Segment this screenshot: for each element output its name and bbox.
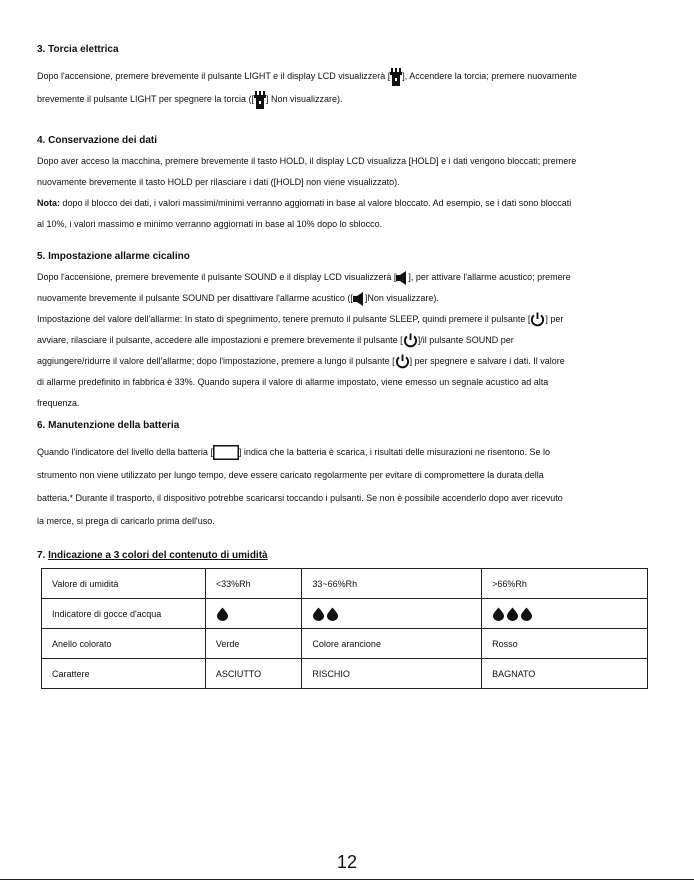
battery-icon xyxy=(213,445,239,460)
paragraph-line xyxy=(37,89,659,110)
paragraph-line: strumento non viene utilizzato per lungo tempo, deve essere caricato regolarmente per evitare di compromettere la durata della xyxy=(37,470,544,480)
table-cell: Indicatore di gocce d'acqua xyxy=(42,599,206,629)
paragraph-line: frequenza. xyxy=(37,398,80,408)
section-humidity-colors xyxy=(37,549,659,563)
table-cell: 33~66%Rh xyxy=(302,569,482,599)
table-cell: Anello colorato xyxy=(42,629,206,659)
section-title: 3. Torcia elettrica xyxy=(37,44,119,55)
table-cell: Valore di umidità xyxy=(42,569,206,599)
table-row xyxy=(42,569,648,599)
table-cell: Carattere xyxy=(42,659,206,689)
power-icon xyxy=(403,333,418,348)
paragraph-line xyxy=(37,267,659,288)
section-buzzer-alarm xyxy=(37,250,659,414)
text: Dopo l'accensione, premere brevemente il pulsante LIGHT e il display LCD visualizzerà [ xyxy=(37,71,391,81)
flashlight-icon xyxy=(390,68,402,86)
note-label: Nota: xyxy=(37,198,60,208)
text: ]Non visualizzare). xyxy=(364,293,439,303)
section-number: 7. xyxy=(37,550,49,561)
table-cell: Verde xyxy=(205,629,302,659)
table-cell: Colore arancione xyxy=(302,629,482,659)
section-title xyxy=(37,549,659,563)
drop-indicator-cell xyxy=(205,599,302,629)
text: ] per spegnere e salvare i dati. Il valore xyxy=(409,356,565,366)
section-title: 5. Impostazione allarme cicalino xyxy=(37,251,190,262)
water-drop-icon xyxy=(216,607,229,621)
paragraph-line: al 10%, i valori massimo e minimo verranno aggiornati in base al 10% dopo lo sblocco. xyxy=(37,219,383,229)
text: aggiungere/ridurre il valore dell'allarme; dopo l'impostazione, premere a lungo il pulsante [ xyxy=(37,356,395,366)
paragraph-line xyxy=(37,66,659,87)
paragraph-line xyxy=(37,330,659,351)
speaker-icon xyxy=(353,292,365,306)
text: nuovamente brevemente il pulsante SOUND per disattivare l'allarme acustico ([ xyxy=(37,293,353,303)
text: ] indica che la batteria è scarica, i risultati delle misurazioni ne risentono. Se lo xyxy=(238,447,550,457)
drop-indicator-cell xyxy=(302,599,482,629)
flashlight-icon xyxy=(254,91,266,109)
paragraph-line: Dopo aver acceso la macchina, premere brevemente il tasto HOLD, il display LCD visualizza [HOLD] e i dati vengono bloccati; premere xyxy=(37,156,577,166)
speaker-icon xyxy=(396,271,408,285)
paragraph-line xyxy=(37,193,659,214)
table-cell: >66%Rh xyxy=(482,569,648,599)
text: avviare, rilasciare il pulsante, accedere alle impostazioni e premere brevemente il pulsante [ xyxy=(37,335,403,345)
paragraph-line: la merce, si prega di caricarlo prima dell'uso. xyxy=(37,516,215,526)
water-drop-icon xyxy=(326,607,339,621)
page-number: 12 xyxy=(336,852,358,872)
water-drop-icon xyxy=(506,607,519,621)
power-icon xyxy=(395,354,410,369)
water-drop-icon xyxy=(492,607,505,621)
text: Impostazione del valore dell'allarme: In stato di spegnimento, tenere premuto il pulsante SLEEP, quindi premere il pulsante [ xyxy=(37,314,531,324)
section-torch xyxy=(37,43,659,110)
table-cell: ASCIUTTO xyxy=(205,659,302,689)
paragraph-line: di allarme predefinito in fabbrica è 33%. Quando supera il valore di allarme impostato, viene emesso un segnale acustico ad alta xyxy=(37,377,549,387)
table-cell: <33%Rh xyxy=(205,569,302,599)
table-row xyxy=(42,629,648,659)
text: ]/il pulsante SOUND per xyxy=(417,335,514,345)
bottom-divider xyxy=(0,879,694,880)
paragraph-line xyxy=(37,351,659,372)
paragraph-line: nuovamente brevemente il tasto HOLD per rilasciare i dati ([HOLD] non viene visualizzato). xyxy=(37,177,400,187)
table-cell: RISCHIO xyxy=(302,659,482,689)
text: brevemente il pulsante LIGHT per spegnere la torcia ([ xyxy=(37,94,254,104)
section-title-text: Indicazione a 3 colori del contenuto di umidità xyxy=(48,550,268,561)
section-data-hold xyxy=(37,134,659,235)
water-drop-icon xyxy=(312,607,325,621)
section-title: 4. Conservazione dei dati xyxy=(37,135,158,146)
table-cell: BAGNATO xyxy=(482,659,648,689)
section-title: 6. Manutenzione della batteria xyxy=(37,420,180,431)
table-cell: Rosso xyxy=(482,629,648,659)
text: dopo il blocco dei dati, i valori massimi/minimi verranno aggiornati in base al valore bloccato. Ad esempio, se i dati sono bloccati xyxy=(60,198,572,208)
humidity-table xyxy=(41,568,648,689)
drop-indicator-cell xyxy=(482,599,648,629)
paragraph-line xyxy=(37,309,659,330)
paragraph-line xyxy=(37,288,659,309)
table-row xyxy=(42,659,648,689)
text: Quando l'indicatore del livello della batteria [ xyxy=(37,447,213,457)
power-icon xyxy=(530,312,545,327)
section-battery-maintenance xyxy=(37,419,659,532)
text: ] per xyxy=(545,314,564,324)
water-drop-icon xyxy=(520,607,533,621)
paragraph-line xyxy=(37,442,659,463)
text: ], Accendere la torcia; premere nuovamente xyxy=(402,71,577,81)
text: Dopo l'accensione, premere brevemente il pulsante SOUND e il display LCD visualizzerà [ xyxy=(37,272,397,282)
paragraph-line: batteria.* Durante il trasporto, il dispositivo potrebbe scaricarsi toccando i pulsanti. Se non è possibile accenderlo dopo aver ricevuto xyxy=(37,493,563,503)
table-row xyxy=(42,599,648,629)
text: ] Non visualizzare). xyxy=(265,94,343,104)
text: ], per attivare l'allarme acustico; premere xyxy=(408,272,571,282)
